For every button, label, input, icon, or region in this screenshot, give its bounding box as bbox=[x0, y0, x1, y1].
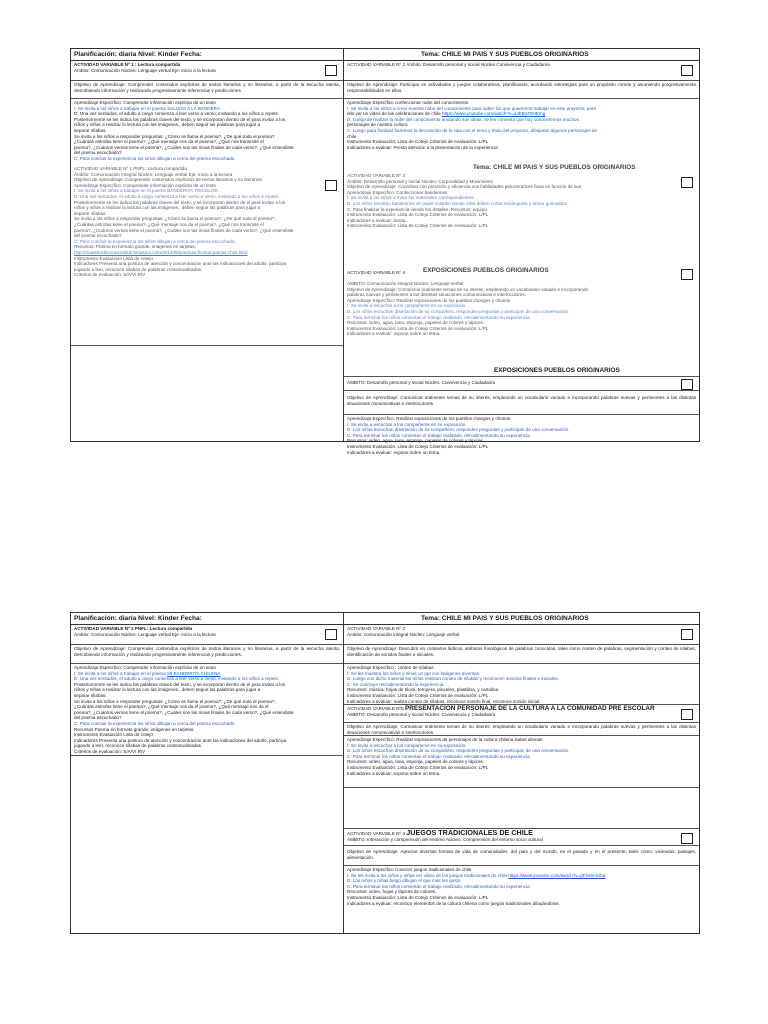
body-line: C: Para concluir la experiencia los niños dibujan a cerca del poema escuchado. bbox=[74, 720, 236, 726]
body-line: Instrumento Evaluación: Lista de Cotejo Criterios de evaluación: L/PL bbox=[347, 894, 489, 900]
body-line: chile bbox=[347, 133, 357, 139]
video-link[interactable]: https://www.youtube.com/watch?v=gFhsle-kzha bbox=[508, 872, 606, 878]
activity-4-ambito: ÁMBITO: Interacción y comprensión del entorno Núcleo: Comprensión del entorno socio cultural bbox=[347, 836, 543, 842]
activity-5-prefix: ACTIVIDAD VARIABLE Nº5 bbox=[347, 706, 404, 711]
body-line: Instrumento Evaluación: Lista de Cotejo Criterios de evaluación: L/PL bbox=[347, 443, 489, 449]
activity-5-objective: Objetivo de Aprendizaje: Comunicar oralmente temas de su interés, empleando un vocabulario variado e incorporando palabras nuevas y pertinentes a las distintas situaciones comunicativas e interlocutores. bbox=[344, 391, 699, 415]
body-line: poema?, ¿Cuántos versos tiene el poema?, ¿Cuáles son las rimas finales de cada verso?, ¿Qué entendiste bbox=[74, 227, 294, 233]
activity-5-body bbox=[344, 736, 699, 788]
activity-4-prefix: ACTIVIDAD VARIABLE Nº 4 bbox=[347, 831, 406, 836]
body-line: Instrumento Evaluación Lista de cotejo bbox=[74, 255, 153, 261]
body-line: I: Se invita a los niños a trabajar en el poema BANDERITA TRICOLOR. bbox=[74, 188, 220, 194]
body-line: jugando a leer, reconoce sílabas de palabras contextualizadas. bbox=[74, 743, 203, 749]
checkbox[interactable] bbox=[325, 180, 337, 191]
checkbox[interactable] bbox=[681, 709, 693, 720]
header-right: Tema: CHILE MI PAIS Y SUS PUEBLOS ORIGINARIOS bbox=[421, 51, 589, 58]
body-line: Aprendizaje Específico confeccionar nube del conocimiento bbox=[347, 100, 469, 105]
body-line: Aprendizaje Específico: Realizar exposiciones de los pueblos changos y chonos bbox=[347, 416, 511, 421]
body-line: ello ver un video de las celebraciones de chile bbox=[347, 111, 441, 117]
body-line: Posteriormente se les indica los palabras claves del texto, y se incorporan dentro de el para invitar a los bbox=[74, 116, 286, 122]
body-line: Instrumento Evaluación: Lista de Cotejo Criterios de evaluación: L/PL bbox=[347, 764, 489, 770]
checkbox[interactable] bbox=[325, 65, 337, 76]
body-line: ¿Cuántas estrofas tiene el poema?, ¿Qué mensaje nos da el poema?, ¿Qué mensaje nos da el bbox=[74, 704, 269, 710]
activity-4-prefix: ACTIVIDAD VARIABLE Nº 4 bbox=[347, 270, 406, 275]
planning-page-2 bbox=[70, 612, 700, 934]
activity-5-objective: Objetivo de Aprendizaje: Comunicar oralmente temas de su interés, empleando un vocabulario variado e incorporando palabras nuevas y pertinentes a las distintas situaciones comunicativas e interlocutores. bbox=[344, 723, 699, 736]
body-line: Ámbito: Desarrollo personal y social Núcleo: Corporalidad y Movimiento bbox=[347, 178, 494, 184]
body-line: Se invita a los niños a responder preguntas: ¿Cómo se llama el poema?, ¿De qué trata el poema?, bbox=[74, 698, 276, 704]
body-line: niños y niñas a realizar la lectura con las imágenes., deben seguir las palabras para jugar a bbox=[74, 687, 261, 693]
body-line: I: Se invita a los niños a trabajar en el poema SALUDO A LA BANDERA. bbox=[74, 105, 222, 111]
body-line: Recursos: Poema en formato grande, imágenes en tarjetas, bbox=[74, 244, 196, 250]
body-line: niños y niñas a realizar la lectura con las imágenes., deben seguir las palabras para jugar a bbox=[74, 122, 261, 128]
body-line: Se invita a los niños a responder preguntas: ¿Cómo se llama el poema?, ¿De qué trata el poema? bbox=[74, 133, 275, 139]
body-line: C: Para terminar los niños comentan el trabajo realizado, retroalimentando su experiencia. bbox=[347, 753, 531, 759]
body-line: Objetivo de Aprendizaje: Comunicar oralmente temas de su interés, empleando un vocabulario variado e incorporando bbox=[347, 286, 589, 292]
body-line: D: Los niños escuchan disertación de su compañero, responden preguntas y participan de una conversación. bbox=[347, 748, 570, 754]
body-line: C: Para concluir la experiencia los niños dibujan a cerca del poema escuchado. bbox=[74, 155, 236, 161]
body-line: D: Los niños escuchan disertación de su compañero, responden preguntas y participan de una conversación. bbox=[347, 427, 570, 433]
activity-4-block bbox=[347, 281, 695, 337]
body-line: C: Para terminar los niños comentan el trabajo realizado, retroalimentando su experiencia. bbox=[347, 883, 531, 889]
body-line: D: Una vez sentados, el adulto a cargo comienza a leer verso a verso, invitando a los niños a repetir. bbox=[74, 676, 280, 682]
body-line: Aprendizaje Específico: Comprender información explícita de un texto bbox=[74, 665, 216, 670]
activity-2-title: ACTIVIDAD VARIABLE Nº 2 bbox=[347, 626, 406, 631]
body-line: I: Se invita a escuchar a los compañeros en su exposición. bbox=[347, 742, 467, 748]
activity-1-ambito: Ámbito: Comunicación Núcleo: Lenguaje verbal Eje: Inicio a la lectura bbox=[74, 67, 216, 73]
body-line: C: Para concluir la experiencia los niños dibujan a cerca del poema escuchado. bbox=[74, 238, 236, 244]
page-header bbox=[71, 49, 699, 61]
body-line: separar sílabas. bbox=[74, 210, 107, 216]
activity-1-title: ACTIVIDAD VARIABLE Nº 1 PNFL: Lectura compartida bbox=[74, 626, 193, 631]
body-line: Indicadores a evaluar: expone sobre un tema. bbox=[347, 449, 441, 455]
activity-2-objective: Objetivo de Aprendizaje: Descubrir en contextos lúdicos, atributos fonológicos de palabras conocidas, tales como conteo de palabras, segmentación y conteo de sílabas, identificación de sonidos finales e iniciales. bbox=[344, 645, 699, 664]
activity-2-header bbox=[344, 61, 699, 81]
body-line: D: Una vez sentados, el adulto a cargo comienza a leer verso a verso, invitando a los niños a repetir. bbox=[74, 111, 280, 117]
activity-1-header bbox=[71, 625, 343, 645]
page-header bbox=[71, 613, 699, 625]
body-line: ÁMBITO: Comunicación integral Núcleo: Lenguaje verbal bbox=[347, 281, 464, 286]
body-line: niños y niñas a realizar la lectura con las imágenes., deben seguir las palabras para jugar a bbox=[74, 205, 261, 211]
body-line: Indicadores a evaluar: expone sobre un tema. bbox=[347, 770, 441, 776]
body-line: I: Se invita a los niños a crear nuestra nube del conocimiento para saber los que queremos trabajar en este proyecto, para bbox=[347, 105, 596, 111]
body-line: ¿Cuántas estrofas tiene el poema?, ¿Qué mensaje nos da el poema?, ¿Qué nos transmite el bbox=[74, 139, 264, 145]
body-line: C: Para terminar los niños comentan el trabajo realizado, retroalimentando su experiencia. bbox=[347, 314, 531, 320]
checkbox[interactable] bbox=[681, 177, 693, 188]
body-line: I: Se les invita a los niños y niñas ver video de los juegos tradicionales de chile bbox=[347, 872, 508, 878]
activity-5-ambito: ÁMBITO: Desarrollo personal y social Núcleo: Convivencia y Ciudadanía bbox=[347, 380, 496, 385]
body-line: personajes de nuestra cultura bbox=[347, 122, 408, 128]
header-left: Planificación: diaria Nivel: Kinder Fecha: bbox=[74, 615, 202, 622]
body-line: Objetivo de Aprendizaje: Comprender contenidos explícitos de textos literarios y no literarios, bbox=[74, 177, 263, 183]
body-line: D: Luego de realizar la nube del conocimiento anotando sus ideas, se les comenta que hoy conoceremos muchos bbox=[347, 116, 579, 122]
body-line: Aprendizaje Específico: Realizar exposiciones de personajes de la cultura chilena isabel allende bbox=[347, 737, 543, 742]
body-line: I: Se invita a los niños a trabajar en el poema bbox=[74, 670, 166, 676]
body-line: Posteriormente se les indica los palabras claves del texto, y se incorporan dentro de el para invitar a los bbox=[74, 199, 286, 205]
body-line: C: Luego para finalizar haremos la decoración de la sala con el tema y título del proyecto, dibujaran algunos personajes de bbox=[347, 127, 598, 133]
checkbox[interactable] bbox=[681, 65, 693, 76]
body-line: C: Para terminar los niños comentan el trabajo realizado, retroalimentando su experiencia. bbox=[347, 432, 531, 438]
activity-1-header bbox=[71, 61, 343, 81]
body-line: Recursos: video, hojas y lápices de colores. bbox=[347, 889, 437, 895]
body-line: Recursos Poema en formato grande, imágenes en tarjetas. bbox=[74, 726, 195, 732]
body-line: ACTIVIDAD VARIABLE Nº 3 bbox=[347, 173, 406, 178]
body-line: D: Los niños y niñas luego dibujan el que más les gustó. bbox=[347, 878, 462, 884]
body-line: del poema escuchado? bbox=[74, 715, 122, 721]
overlap-title: Tema: CHILE MI PAIS Y SUS PUEBLOS ORIGINARIOS bbox=[473, 164, 636, 171]
planning-page-1 bbox=[70, 48, 700, 455]
body-line: Aprendizaje Específico: Comprender información explícita de un texto bbox=[74, 182, 216, 188]
body-line: Indicadores Presenta una postura de atención y concentración ante las indicaciones del adulto, participa bbox=[74, 737, 287, 743]
checkbox[interactable] bbox=[325, 629, 337, 640]
activity-5-title: EXPOSICIONES PUEBLOS ORIGINARIOS bbox=[494, 367, 620, 374]
activity-5-ambito-row bbox=[344, 377, 699, 391]
body-line: I: Se invita a escuchar a los compañeros en su exposición. bbox=[347, 303, 467, 309]
body-line: I: Se les muestra los niños y niñas un ppt con imágenes diversas. bbox=[347, 670, 481, 676]
body-line: D: Los niños escuchan disertación de su compañero, responden preguntas y participan de una conversación. bbox=[347, 308, 570, 314]
body-line: Instrumento Evaluación: Lista de Cotejo Criterios de evaluación: L/PL bbox=[347, 139, 489, 145]
checkbox[interactable] bbox=[681, 379, 693, 390]
body-line: Recursos: música, hojas de block, tempera, pinceles, plastilina, y cartulina. bbox=[347, 687, 500, 693]
body-line: Instrumento Evaluación: Lista de Cotejo Criterios de evaluación: L/PL bbox=[347, 692, 489, 698]
activity-4-body bbox=[344, 866, 699, 932]
activity-5-title-row bbox=[344, 367, 699, 377]
activity-1b-block bbox=[74, 166, 340, 278]
body-line: Recursos: video, agua, lana, esponja, papeles de colores y lápices. bbox=[347, 320, 485, 326]
activity-2-body bbox=[344, 99, 699, 161]
activity-4-objective: Objetivo de Aprendizaje: Apreciar diversas formas de vida de comunidades, del país y del mundo, en el pasado y en el presente, tales como: viviendas, paisajes, alimentación. bbox=[344, 846, 699, 866]
body-line: Recursos: video, agua, lana, esponja, papeles de colores y lápices. bbox=[347, 759, 485, 765]
body-line: palabras nuevas y pertinentes a las distintas situaciones comunicativas e interlocutores. bbox=[347, 292, 526, 298]
body-line: separar sílabas. bbox=[74, 127, 107, 133]
body-line: Se invita a los niños a responder preguntas: ¿Cómo se llama el poema?, ¿De qué trata el poema?, bbox=[74, 216, 276, 222]
body-line: Indicadores a evaluar: expone sobre un tema. bbox=[347, 331, 441, 337]
video-link[interactable]: https://www.youtube.com/watch?v=dJKBxZ0HEmg bbox=[442, 111, 546, 117]
header-left: Planificación: diaria Nivel: Kinder Fecha: bbox=[74, 51, 202, 58]
activity-4-title: JUEGOS TRADICIONALES DE CHILE bbox=[406, 828, 533, 837]
body-line: del poema escuchado? bbox=[74, 150, 122, 156]
activity-1-ambito: Ámbito: Comunicación Núcleo: Lenguaje verbal Eje: Inicio a la lectura bbox=[74, 631, 216, 637]
body-line: Indicadores a evaluar: reconoce elementos de la cultura chilena como juegos tradicionales dibujándolos. bbox=[347, 900, 560, 906]
header-right: Tema: CHILE MI PAIS Y SUS PUEBLOS ORIGINARIOS bbox=[421, 615, 589, 622]
body-line: separar sílabas. bbox=[74, 692, 107, 698]
body-line: Indicadores a evaluar: Presta atención a la presentación de la experiencia bbox=[347, 144, 498, 150]
activity-3-block bbox=[347, 173, 695, 229]
activity-2-title: ACTIVIDAD VARIABLE Nº 2 Ámbito: Desarrollo personal y social Núcleo Convivencia y Ciudadanía bbox=[347, 62, 550, 67]
activity-2-body bbox=[344, 664, 699, 705]
body-line: I: Se invita a los niños a mirar los materiales correspondientes. bbox=[347, 195, 475, 201]
body-line: D: Los niños recortan banderines de papel volantin donde ellos deben cortar rectángulos y armar guirnaldas bbox=[347, 200, 567, 206]
body-line: Instrumento Evaluación: Lista de Cotejo Criterios de evaluación: L/PL bbox=[347, 325, 489, 331]
activity-2-header bbox=[344, 625, 699, 645]
body-line: Indicadores a evaluar: realiza conteo de sílabas, reconoce sonido final, reconoce sonido inicial. bbox=[347, 698, 541, 704]
left-divider bbox=[71, 345, 343, 346]
body-line: poema?, ¿Cuántos versos tiene el poema?, ¿Cuáles son las rimas finales de cada verso?, ¿Qué entendiste bbox=[74, 144, 294, 150]
body-line: C: Se concluye retroalimentando la experiencia. bbox=[347, 681, 445, 687]
body-line: C: Para finalizar la experiencia viendo los detalles. Recursos: equipo. bbox=[347, 206, 488, 212]
body-line: Instrumento Evaluación: Lista de Cotejo Criterios de evaluación: L/PL bbox=[347, 212, 489, 218]
body-line: ACTIVIDAD VARIABLE Nº 1 PNFL: Lectura compartida bbox=[74, 166, 187, 171]
body-line: jugando a leer, reconoce sílabas de palabras contextualizadas. bbox=[74, 266, 203, 272]
body-line: Instrumento Evaluación: Lista de Cotejo Criterios de evaluación: L/PL bbox=[347, 223, 489, 229]
checkbox[interactable] bbox=[681, 269, 693, 280]
body-line: D: Una vez sentados, el adulto a cargo comienza a leer verso a verso, invitando a los niños a repetir bbox=[74, 193, 279, 199]
activity-1-title: ACTIVIDAD VARIABLE Nº 1 : Lectura compartida bbox=[74, 62, 181, 67]
body-line: Aprendizaje Específico: Confeccionar banderines bbox=[347, 189, 448, 195]
activity-4-title: EXPOSICIONES PUEBLOS ORIGINARIOS bbox=[423, 267, 549, 274]
activity-5-ambito: ÁMBITO: Desarrollo personal y social Núcleo: Convivencia y Ciudadanía bbox=[347, 711, 496, 717]
body-line: D: Luego con dicho material los niños realizan conteo de sílabas y reconocen sonidos finales e iniciales. bbox=[347, 676, 559, 682]
body-line: ¿Cuántas estrofas tiene el poema?, ¿Qué mensaje nos da el poema?, ¿Qué nos transmite el bbox=[74, 221, 264, 227]
activity-4-header bbox=[344, 828, 699, 846]
body-line: del poema escuchado? bbox=[74, 233, 122, 239]
activity-5-body bbox=[344, 415, 699, 459]
activity-2-objective: Objetivo de Aprendizaje: Participar en actividades y juegos colaborativos, planificando, acordando estrategias para un propósito común y asumiendo progresivamente responsabilidades en ellos. bbox=[344, 81, 699, 99]
body-line: Aprendizaje Específico: Realizar exposiciones de los pueblos chongos y chonos bbox=[347, 297, 511, 303]
poem-link[interactable]: MI BANDERITA CHILENA bbox=[167, 670, 221, 676]
poem-link[interactable]: http://maestrodecorazonblub.blogspot.com/2012/08/poemas-fiestas-patrias-chile.html bbox=[74, 249, 248, 255]
activity-5-title: PRESENTACIÓN PERSONAJE DE LA CULTURA A LA COMUNIDAD PRE ESCOLAR bbox=[405, 705, 655, 712]
body-line: Indicadores Presenta una postura de atención y concentración ante las indicaciones del adulto, participa bbox=[74, 261, 287, 267]
checkbox[interactable] bbox=[681, 833, 693, 844]
body-line: Objetivo de Aprendizaje: Coordinar con precisión y eficiencia sus habilidades psicomotrices finas en función de sus bbox=[347, 184, 582, 190]
body-line: poema?, ¿Cuántos versos tiene el poema?, ¿Cuáles son las rimas finales de cada verso?, ¿Qué entendiste bbox=[74, 709, 294, 715]
body-line: Posteriormente se les indica los palabras claves del texto, y se incorporan dentro de el para invitar a los bbox=[74, 681, 286, 687]
body-line: Aprendizaje Específico : conteo de sílabas bbox=[347, 665, 434, 670]
activity-1-objective: Objetivo de Aprendizaje: Comprender contenidos explícitos de textos literarios y no literarios, a partir de la escucha atenta, describiendo información y realizando progresivamente inferencias y predicciones. bbox=[71, 645, 343, 664]
body-line: Indicadores a evaluar: borda. bbox=[347, 217, 407, 223]
activity-2-ambito: Ámbito: comunicación integral Núcleo: Lenguaje verbal bbox=[347, 631, 460, 637]
body-line: Recursos: video, agua, lana, esponja, papeles de colores y lápices. bbox=[347, 438, 485, 444]
body-line: Instrumento Evaluación Lista de cotejo bbox=[74, 732, 153, 738]
activity-5-header bbox=[344, 705, 699, 723]
body-line: Ámbito: Comunicación Integral Núcleo: Lenguaje verbal Eje: Inicio a la lectura bbox=[74, 171, 233, 177]
body-line: Criterios de evaluación: S/A/V/ R/V bbox=[74, 748, 146, 754]
checkbox[interactable] bbox=[681, 629, 693, 640]
body-line: Criterios de evaluación: S/A/V/ R/V bbox=[74, 272, 146, 278]
activity-1-body bbox=[71, 664, 343, 756]
body-line: I: Se invita a escuchar a los compañeros en su exposición. bbox=[347, 421, 467, 427]
body-line: Aprendizaje Específico Conocer juegos tradicionales de chile bbox=[347, 867, 472, 872]
body-line: Aprendizaje Específico: Comprender información explícita de un texto bbox=[74, 100, 216, 105]
activity-1-objective: Objetivo de Aprendizaje: Comprender contenidos explícitos de textos literarios y no literarios, a partir de la escucha atenta, describiendo información y realizando progresivamente inferencias y predicciones. bbox=[71, 81, 343, 99]
